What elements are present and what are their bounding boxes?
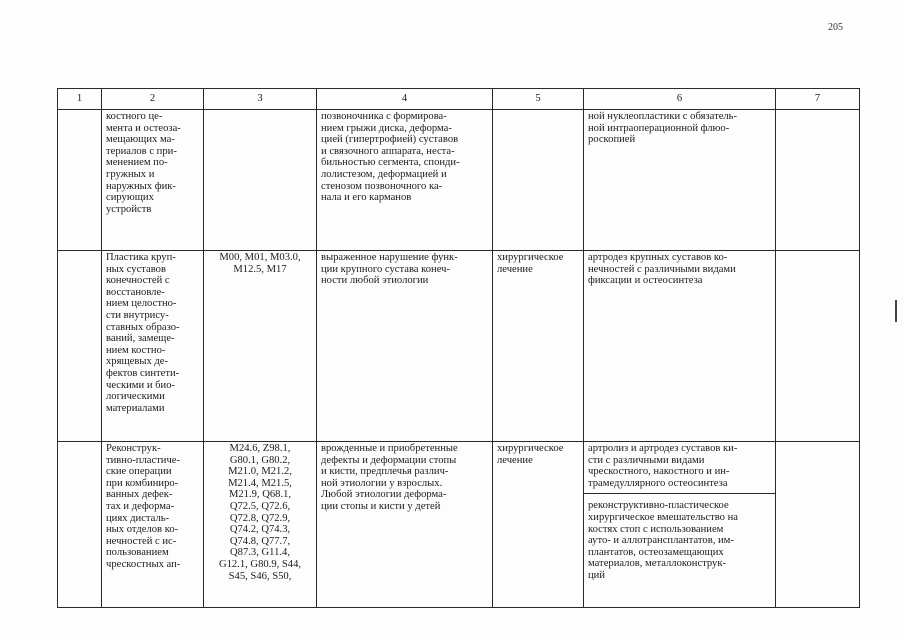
cell-text-line: нием костно- bbox=[106, 344, 166, 356]
cell-text-line: врожденные и приобретенные bbox=[321, 443, 458, 454]
cell-method-name bbox=[102, 110, 204, 251]
treatment-method-a bbox=[584, 443, 775, 494]
cell-text-line: пользованием bbox=[106, 547, 169, 559]
cell-text-line: восстановле- bbox=[106, 286, 165, 298]
cell-text-line: ставных образо- bbox=[106, 321, 180, 333]
cell-text-line: чрескостных ап- bbox=[106, 558, 181, 570]
cell-text-line: хрящевых де- bbox=[106, 356, 169, 368]
cell-text-line: G12.1, G80.9, S44, bbox=[218, 558, 302, 570]
cell-text-line: Реконструк- bbox=[106, 443, 161, 454]
cell-text-line: M21.0, M21.2, bbox=[228, 466, 292, 478]
cell-text-line: ауто- и аллотрансплантатов, им- bbox=[588, 535, 734, 547]
cell-text-line: менением по- bbox=[106, 157, 168, 169]
header-row bbox=[58, 89, 860, 110]
cell-text-line: ские операции bbox=[106, 466, 172, 478]
cell-text-line: выраженное нарушение функ- bbox=[321, 252, 458, 263]
cell-treatment-method bbox=[584, 251, 776, 442]
cell-col1 bbox=[58, 251, 102, 442]
cell-treatment-type bbox=[493, 110, 584, 251]
cell-text-line: артролиз и артродез суставов ки- bbox=[588, 443, 738, 454]
cell-text-line: ных суставов bbox=[106, 263, 166, 275]
cell-text-line: костного це- bbox=[106, 111, 163, 122]
medical-procedures-table bbox=[57, 88, 860, 608]
cell-text-line: хирургическое вмешательство на bbox=[588, 511, 738, 523]
cell-text-line: конечностей с bbox=[106, 275, 170, 287]
cell-text-line: Любой этиологии деформа- bbox=[321, 489, 447, 501]
cell-text-line: позвоночника с формирова- bbox=[321, 111, 447, 122]
cell-text-line: нием целостно- bbox=[106, 298, 177, 310]
table-row bbox=[58, 110, 860, 251]
cell-text-line: нием грыжи диска, деформа- bbox=[321, 122, 452, 134]
cell-text-line: материалами bbox=[106, 402, 165, 414]
cell-text-line: M21.9, Q68.1, bbox=[228, 489, 292, 501]
cell-text-line: Пластика круп- bbox=[106, 252, 176, 263]
cell-text-line: тивно-пластиче- bbox=[106, 454, 181, 466]
cell-text-line: мента и остеоза- bbox=[106, 122, 181, 134]
cell-text-line: Q87.3, G11.4, bbox=[230, 547, 290, 559]
cell-patient-model bbox=[317, 110, 493, 251]
cell-text-line: ной интраоперационной флюо- bbox=[588, 122, 730, 134]
cell-text-line: Q74.2, Q74.3, bbox=[229, 524, 291, 536]
cell-text-line: артродез крупных суставов ко- bbox=[588, 252, 728, 263]
cell-text-line: цией (гипертрофией) суставов bbox=[321, 134, 459, 146]
cell-text-line: реконструктивно-пластическое bbox=[588, 500, 729, 512]
table-row bbox=[58, 442, 860, 608]
cell-text-line: ваний, замеще- bbox=[106, 333, 175, 345]
page-number: 205 bbox=[828, 22, 843, 33]
cell-text-line: M21.4, M21.5, bbox=[228, 477, 292, 489]
cell-text-line: Q74.8, Q77.7, bbox=[229, 535, 291, 547]
cell-text-line: бильностью сегмента, спонди- bbox=[321, 157, 460, 169]
cell-text-line: ванных дефек- bbox=[106, 489, 173, 501]
column-header: 4 bbox=[317, 89, 493, 110]
cell-text-line: сирующих bbox=[106, 192, 154, 204]
cell-icd-codes bbox=[204, 251, 317, 442]
cell-treatment-type bbox=[493, 251, 584, 442]
cell-col7 bbox=[776, 442, 860, 608]
cell-text-line: сти с различными видами bbox=[588, 454, 705, 466]
cell-icd-codes bbox=[204, 110, 317, 251]
cell-text-line: костях стоп с использованием bbox=[588, 523, 724, 535]
cell-text-line: териалов с при- bbox=[106, 145, 177, 157]
column-header: 6 bbox=[584, 89, 776, 110]
column-header: 3 bbox=[204, 89, 317, 110]
cell-text-line: ных отделов ко- bbox=[106, 524, 179, 536]
treatment-method-b bbox=[588, 494, 771, 581]
column-header: 1 bbox=[58, 89, 102, 110]
cell-text-line: G80.1, G80.2, bbox=[229, 454, 291, 466]
cell-text-line: циях дисталь- bbox=[106, 512, 170, 524]
table-row bbox=[58, 251, 860, 442]
cell-text-line: ций bbox=[588, 569, 606, 581]
cell-treatment-type bbox=[493, 442, 584, 608]
cell-text-line: ции стопы и кисти у детей bbox=[321, 500, 441, 512]
cell-text-line: M00, M01, M03.0, bbox=[219, 252, 301, 263]
column-header: 5 bbox=[493, 89, 584, 110]
cell-text-line: Q72.8, Q72.9, bbox=[229, 512, 291, 524]
cell-text-line: сти внутрису- bbox=[106, 309, 169, 321]
cell-text-line: материалов, металлоконструк- bbox=[588, 558, 727, 570]
cell-text-line: тах и деформа- bbox=[106, 500, 175, 512]
cell-text-line: при комбиниро- bbox=[106, 477, 179, 489]
cell-col1 bbox=[58, 442, 102, 608]
cell-col7 bbox=[776, 110, 860, 251]
cell-patient-model bbox=[317, 442, 493, 608]
cell-text-line: Q72.5, Q72.6, bbox=[229, 500, 291, 512]
cell-text-line: лечение bbox=[497, 263, 533, 275]
scan-edge-mark bbox=[895, 300, 897, 322]
cell-text-line: нечностей с различными видами bbox=[588, 263, 736, 275]
cell-text-line: и связочного аппарата, неста- bbox=[321, 145, 455, 157]
cell-text-line: ческими и био- bbox=[106, 379, 176, 391]
cell-text-line: дефекты и деформации стопы bbox=[321, 454, 457, 466]
cell-text-line: хирургическое bbox=[497, 443, 564, 454]
cell-method-name bbox=[102, 251, 204, 442]
cell-text-line: гружных и bbox=[106, 168, 155, 180]
cell-text-line: ной нуклеопластики с обязатель- bbox=[588, 111, 738, 122]
cell-treatment-method bbox=[584, 442, 776, 608]
cell-text-line: стенозом позвоночного ка- bbox=[321, 180, 443, 192]
cell-text-line: ции крупного сустава конеч- bbox=[321, 263, 451, 275]
cell-text-line: фектов синтети- bbox=[106, 367, 180, 379]
cell-text-line: плантатов, остеозамещающих bbox=[588, 546, 724, 558]
cell-text-line: устройств bbox=[106, 203, 152, 215]
column-header: 7 bbox=[776, 89, 860, 110]
cell-text-line: лолистезом, деформацией и bbox=[321, 168, 447, 180]
cell-icd-codes bbox=[204, 442, 317, 608]
cell-text-line: мещающих ма- bbox=[106, 134, 175, 146]
cell-text-line: фиксации и остеосинтеза bbox=[588, 275, 703, 287]
cell-text-line: роскопией bbox=[588, 134, 636, 146]
cell-text-line: хирургическое bbox=[497, 252, 564, 263]
cell-text-line: M24.6, Z98.1, bbox=[229, 443, 291, 454]
cell-text-line: ной этиологии у взрослых. bbox=[321, 477, 443, 489]
cell-text-line: чрескостного, накостного и ин- bbox=[588, 466, 730, 478]
cell-text-line: M12.5, M17 bbox=[233, 263, 287, 275]
cell-text-line: ности любой этиологии bbox=[321, 275, 429, 287]
cell-col1 bbox=[58, 110, 102, 251]
cell-text-line: нала и его карманов bbox=[321, 192, 412, 204]
cell-text-line: нечностей с ис- bbox=[106, 535, 177, 547]
cell-method-name bbox=[102, 442, 204, 608]
cell-text-line: и кисти, предплечья различ- bbox=[321, 466, 449, 478]
cell-treatment-method bbox=[584, 110, 776, 251]
cell-text-line: лечение bbox=[497, 454, 533, 466]
cell-text-line: наружных фик- bbox=[106, 180, 176, 192]
cell-text-line: трамедуллярного остеосинтеза bbox=[588, 477, 728, 489]
cell-text-line: S45, S46, S50, bbox=[228, 570, 292, 582]
cell-col7 bbox=[776, 251, 860, 442]
column-header: 2 bbox=[102, 89, 204, 110]
cell-text-line: логическими bbox=[106, 391, 165, 403]
cell-patient-model bbox=[317, 251, 493, 442]
